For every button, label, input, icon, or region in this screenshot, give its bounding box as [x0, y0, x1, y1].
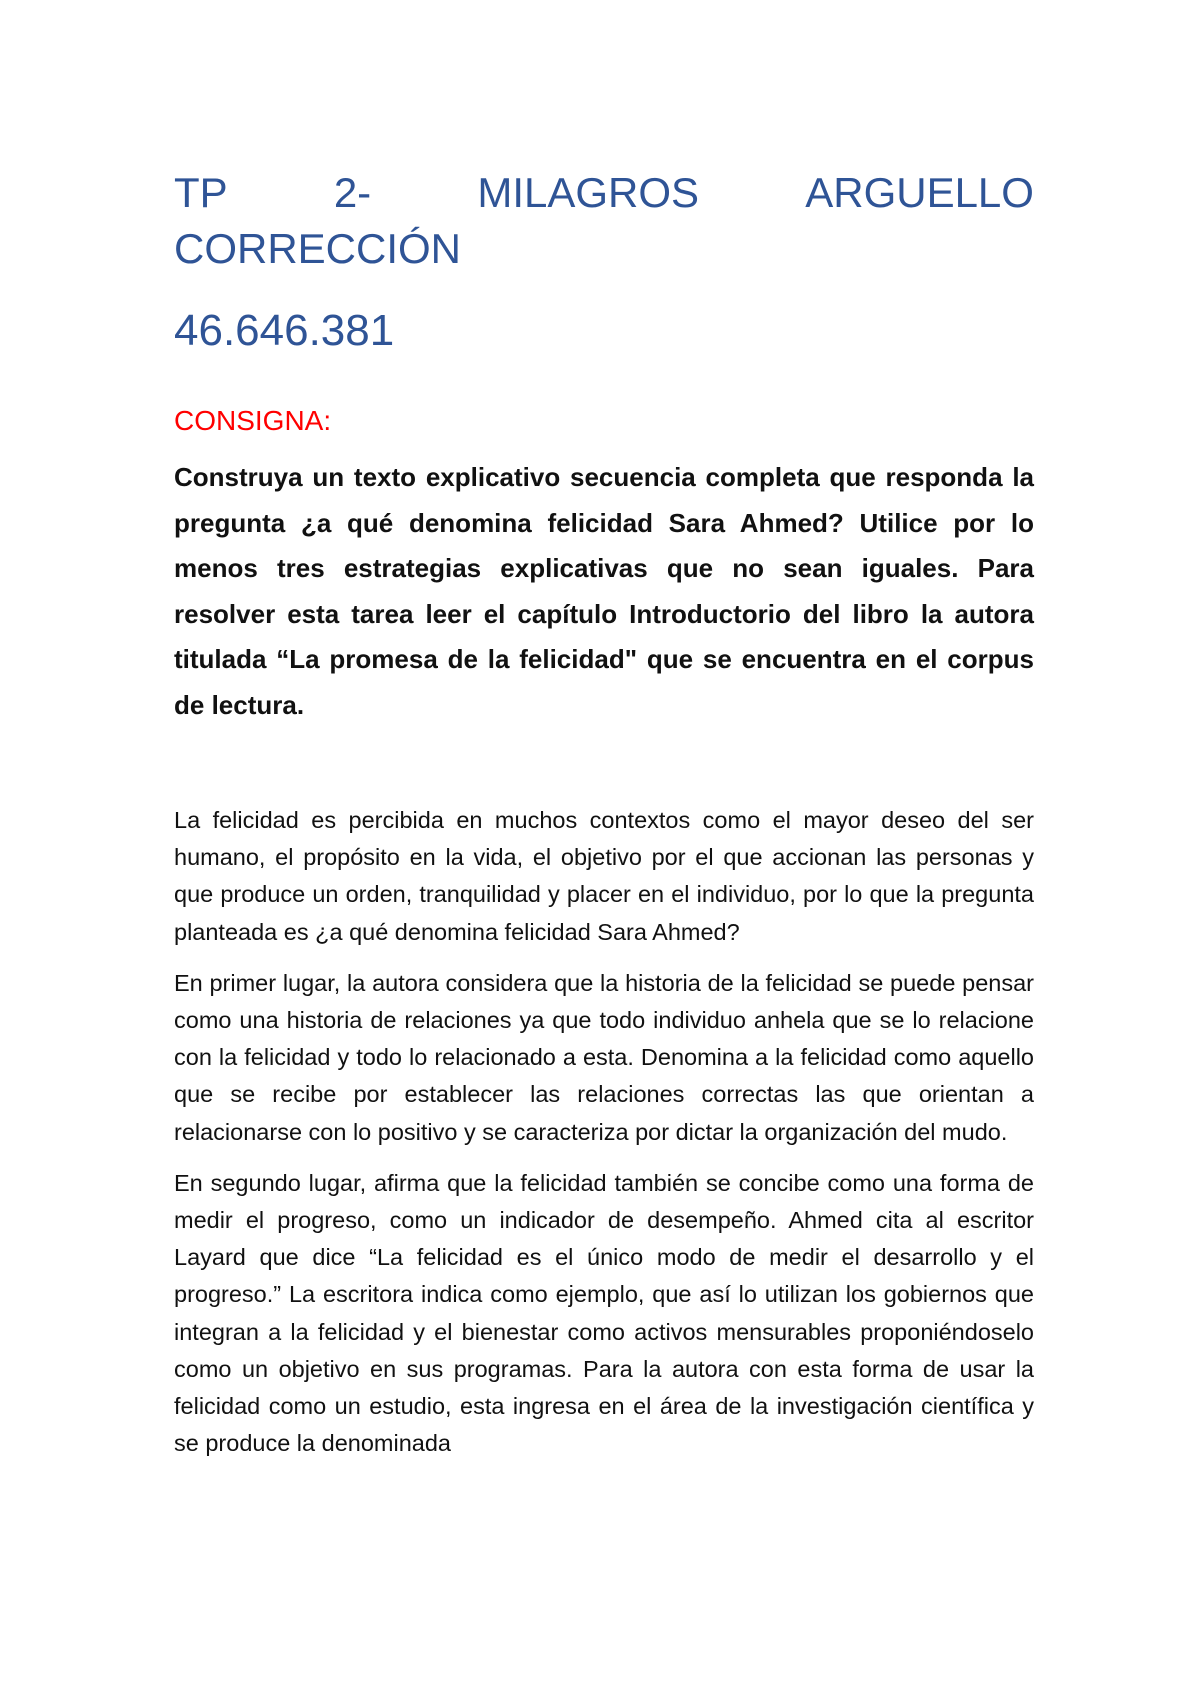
title-word-last-name: ARGUELLO [805, 169, 1034, 216]
document-title [174, 165, 1034, 277]
title-line-1 [174, 165, 1034, 221]
paragraph-second-point: En segundo lugar, afirma que la felicidad también se concibe como una forma de medir el progreso, como un indicador de desempeño. Ahmed cita al escritor Layard que dice “La felicidad es el único modo de medir el desarrollo y el progreso.” La escritora indica como ejemplo, que así lo utilizan los gobiernos que integran a la felicidad y el bienestar como activos mensurables proponiéndoselo como un objetivo en sus programas. Para la autora con esta forma de usar la felicidad como un estudio, esta ingresa en el área de la investigación científica y se produce la denominada [174, 1169, 1034, 1457]
title-word-number: 2- [333, 169, 372, 216]
student-id-number: 46.646.381 [174, 306, 395, 355]
paragraph-introduction: La felicidad es percibida en muchos contextos como el mayor deseo del ser humano, el propósito en la vida, el objetivo por el que accionan las personas y que produce un orden, tranquilidad y placer en el individuo, por lo que la pregunta planteada es ¿a qué denomina felicidad Sara Ahmed? [174, 807, 1034, 945]
title-word-tp: TP [174, 169, 228, 216]
document-page [174, 165, 1034, 1462]
title-line-2: CORRECCIÓN [174, 225, 462, 272]
consigna-text: Construya un texto explicativo secuencia completa que responda la pregunta ¿a qué denomina felicidad Sara Ahmed? Utilice por lo menos tres estrategias explicativas que no sean iguales. Para resolver esta tarea leer el capítulo Introductorio del libro la autora titulada “La promesa de la felicidad" que se encuentra en el corpus de lectura. [174, 462, 1034, 720]
paragraph-first-point: En primer lugar, la autora considera que la historia de la felicidad se puede pensar como una historia de relaciones ya que todo individuo anhela que se lo relacione con la felicidad y todo lo relacionado a esta. Denomina a la felicidad como aquello que se recibe por establecer las relaciones correctas las que orientan a relacionarse con lo positivo y se caracteriza por dictar la organización del mudo. [174, 969, 1034, 1145]
title-word-first-name: MILAGROS [477, 169, 700, 216]
consigna-heading: CONSIGNA: [174, 405, 332, 436]
